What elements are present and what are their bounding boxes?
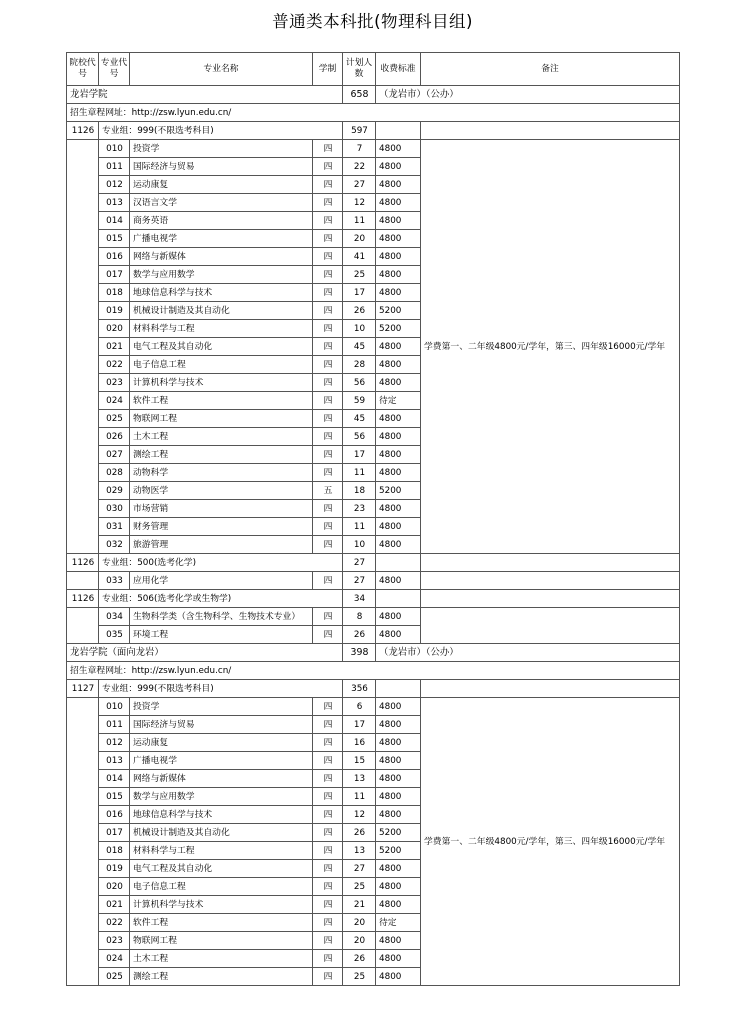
major-years: 四 (313, 464, 343, 482)
major-fee: 4800 (376, 968, 421, 986)
major-name: 生物科学类（含生物科学、生物技术专业） (130, 608, 313, 626)
major-code: 031 (99, 518, 130, 536)
major-code: 033 (99, 572, 130, 590)
major-fee: 4800 (376, 266, 421, 284)
empty-cell (376, 554, 421, 572)
major-code: 010 (99, 698, 130, 716)
major-fee: 4800 (376, 734, 421, 752)
major-fee: 4800 (376, 500, 421, 518)
major-code: 023 (99, 374, 130, 392)
major-years: 四 (313, 842, 343, 860)
major-fee: 4800 (376, 230, 421, 248)
major-code: 021 (99, 338, 130, 356)
major-plan: 22 (343, 158, 376, 176)
major-code: 021 (99, 896, 130, 914)
major-fee: 4800 (376, 248, 421, 266)
major-name: 应用化学 (130, 572, 313, 590)
school-code-spacer (67, 698, 99, 986)
table-body (67, 53, 680, 986)
major-plan: 25 (343, 968, 376, 986)
major-years: 四 (313, 698, 343, 716)
major-code: 022 (99, 914, 130, 932)
major-name: 动物医学 (130, 482, 313, 500)
school-location-type: （龙岩市）（公办） (376, 644, 680, 662)
empty-cell (376, 590, 421, 608)
school-website: 招生章程网址：http://zsw.lyun.edu.cn/ (67, 104, 680, 122)
school-code-spacer (67, 572, 99, 590)
major-plan: 59 (343, 392, 376, 410)
column-header: 计划人数 (343, 53, 376, 86)
major-years: 四 (313, 716, 343, 734)
major-years: 四 (313, 266, 343, 284)
major-plan: 26 (343, 824, 376, 842)
major-fee: 4800 (376, 950, 421, 968)
major-name: 电子信息工程 (130, 878, 313, 896)
major-plan: 27 (343, 572, 376, 590)
major-years: 四 (313, 158, 343, 176)
group-remark (421, 572, 680, 590)
major-fee: 4800 (376, 806, 421, 824)
major-fee: 4800 (376, 752, 421, 770)
major-code: 016 (99, 806, 130, 824)
major-code: 035 (99, 626, 130, 644)
major-plan: 25 (343, 266, 376, 284)
major-plan: 16 (343, 734, 376, 752)
major-fee: 4800 (376, 338, 421, 356)
major-code: 016 (99, 248, 130, 266)
major-plan: 20 (343, 914, 376, 932)
column-header: 院校代号 (67, 53, 99, 86)
major-plan: 28 (343, 356, 376, 374)
major-fee: 4800 (376, 572, 421, 590)
school-code-spacer (67, 608, 99, 644)
major-code: 015 (99, 788, 130, 806)
major-years: 四 (313, 572, 343, 590)
major-name: 机械设计制造及其自动化 (130, 302, 313, 320)
major-name: 材料科学与工程 (130, 320, 313, 338)
major-name: 地球信息科学与技术 (130, 806, 313, 824)
column-header: 专业代号 (99, 53, 130, 86)
major-code: 032 (99, 536, 130, 554)
major-group-label: 专业组：500(选考化学) (99, 554, 343, 572)
major-years: 四 (313, 608, 343, 626)
major-code: 011 (99, 158, 130, 176)
major-plan: 41 (343, 248, 376, 266)
major-code: 017 (99, 266, 130, 284)
major-name: 网络与新媒体 (130, 770, 313, 788)
major-name: 国际经济与贸易 (130, 716, 313, 734)
major-code: 011 (99, 716, 130, 734)
major-fee: 4800 (376, 140, 421, 158)
major-group-label: 专业组：999(不限选考科目) (99, 680, 343, 698)
major-plan: 26 (343, 626, 376, 644)
major-plan: 6 (343, 698, 376, 716)
major-plan: 20 (343, 230, 376, 248)
school-name: 龙岩学院 (67, 86, 343, 104)
major-name: 土木工程 (130, 428, 313, 446)
major-years: 四 (313, 878, 343, 896)
major-plan: 18 (343, 482, 376, 500)
table-header-row (67, 53, 680, 86)
major-fee: 4800 (376, 284, 421, 302)
major-fee: 4800 (376, 770, 421, 788)
major-plan: 15 (343, 752, 376, 770)
major-plan: 11 (343, 212, 376, 230)
major-name: 旅游管理 (130, 536, 313, 554)
major-code: 018 (99, 284, 130, 302)
major-plan: 17 (343, 284, 376, 302)
major-years: 四 (313, 302, 343, 320)
major-fee: 待定 (376, 392, 421, 410)
major-plan: 17 (343, 716, 376, 734)
column-header: 备注 (421, 53, 680, 86)
major-years: 四 (313, 914, 343, 932)
major-name: 数学与应用数学 (130, 266, 313, 284)
major-code: 012 (99, 176, 130, 194)
major-years: 四 (313, 950, 343, 968)
major-fee: 5200 (376, 824, 421, 842)
major-years: 四 (313, 356, 343, 374)
major-years: 四 (313, 824, 343, 842)
major-code: 024 (99, 392, 130, 410)
major-name: 电子信息工程 (130, 356, 313, 374)
major-plan: 27 (343, 176, 376, 194)
major-years: 四 (313, 338, 343, 356)
major-code: 024 (99, 950, 130, 968)
major-fee: 4800 (376, 536, 421, 554)
major-group-plan: 27 (343, 554, 376, 572)
major-plan: 20 (343, 932, 376, 950)
school-code: 1127 (67, 680, 99, 698)
major-fee: 4800 (376, 608, 421, 626)
major-years: 四 (313, 140, 343, 158)
school-website-row (67, 104, 680, 122)
major-group-row (67, 122, 680, 140)
empty-cell (376, 680, 421, 698)
major-name: 数学与应用数学 (130, 788, 313, 806)
major-group-row (67, 554, 680, 572)
major-name: 广播电视学 (130, 230, 313, 248)
table-row (67, 572, 680, 590)
major-plan: 45 (343, 410, 376, 428)
major-fee: 4800 (376, 860, 421, 878)
major-years: 四 (313, 176, 343, 194)
major-fee: 4800 (376, 788, 421, 806)
major-code: 015 (99, 230, 130, 248)
major-name: 机械设计制造及其自动化 (130, 824, 313, 842)
major-plan: 17 (343, 446, 376, 464)
major-name: 计算机科学与技术 (130, 896, 313, 914)
major-name: 投资学 (130, 698, 313, 716)
major-plan: 12 (343, 806, 376, 824)
major-fee: 4800 (376, 428, 421, 446)
school-row (67, 644, 680, 662)
empty-cell (421, 554, 680, 572)
major-plan: 13 (343, 842, 376, 860)
major-group-label: 专业组：999(不限选考科目) (99, 122, 343, 140)
major-name: 环境工程 (130, 626, 313, 644)
major-years: 四 (313, 428, 343, 446)
major-years: 四 (313, 536, 343, 554)
major-fee: 4800 (376, 176, 421, 194)
major-years: 四 (313, 320, 343, 338)
major-code: 025 (99, 410, 130, 428)
major-plan: 12 (343, 194, 376, 212)
major-plan: 56 (343, 428, 376, 446)
major-fee: 5200 (376, 842, 421, 860)
major-code: 020 (99, 878, 130, 896)
empty-cell (421, 590, 680, 608)
major-years: 四 (313, 392, 343, 410)
column-header: 专业名称 (130, 53, 313, 86)
major-name: 投资学 (130, 140, 313, 158)
school-code-spacer (67, 140, 99, 554)
major-name: 电气工程及其自动化 (130, 338, 313, 356)
major-fee: 4800 (376, 464, 421, 482)
major-years: 四 (313, 896, 343, 914)
major-name: 土木工程 (130, 950, 313, 968)
major-fee: 4800 (376, 626, 421, 644)
major-years: 四 (313, 752, 343, 770)
major-code: 020 (99, 320, 130, 338)
major-name: 物联网工程 (130, 932, 313, 950)
major-years: 四 (313, 770, 343, 788)
major-name: 计算机科学与技术 (130, 374, 313, 392)
major-code: 017 (99, 824, 130, 842)
major-plan: 27 (343, 860, 376, 878)
major-code: 030 (99, 500, 130, 518)
major-plan: 56 (343, 374, 376, 392)
major-fee: 4800 (376, 698, 421, 716)
major-code: 027 (99, 446, 130, 464)
table-row (67, 140, 680, 158)
major-fee: 4800 (376, 716, 421, 734)
major-fee: 4800 (376, 446, 421, 464)
major-fee: 4800 (376, 158, 421, 176)
major-name: 动物科学 (130, 464, 313, 482)
school-website-row (67, 662, 680, 680)
major-years: 四 (313, 410, 343, 428)
major-years: 四 (313, 446, 343, 464)
major-years: 四 (313, 500, 343, 518)
major-years: 四 (313, 626, 343, 644)
major-plan: 7 (343, 140, 376, 158)
major-name: 广播电视学 (130, 752, 313, 770)
school-location-type: （龙岩市）（公办） (376, 86, 680, 104)
major-name: 电气工程及其自动化 (130, 860, 313, 878)
major-name: 软件工程 (130, 392, 313, 410)
major-name: 测绘工程 (130, 968, 313, 986)
major-years: 四 (313, 932, 343, 950)
major-fee: 4800 (376, 356, 421, 374)
major-name: 运动康复 (130, 734, 313, 752)
major-years: 四 (313, 806, 343, 824)
major-years: 四 (313, 248, 343, 266)
group-remark (421, 608, 680, 644)
major-plan: 8 (343, 608, 376, 626)
major-name: 运动康复 (130, 176, 313, 194)
major-group-plan: 34 (343, 590, 376, 608)
school-code: 1126 (67, 590, 99, 608)
group-remark: 学费第一、二年级4800元/学年，第三、四年级16000元/学年 (421, 698, 680, 986)
major-years: 四 (313, 194, 343, 212)
major-years: 四 (313, 788, 343, 806)
major-years: 四 (313, 212, 343, 230)
major-name: 商务英语 (130, 212, 313, 230)
school-code: 1126 (67, 554, 99, 572)
major-name: 财务管理 (130, 518, 313, 536)
major-fee: 4800 (376, 194, 421, 212)
school-website: 招生章程网址：http://zsw.lyun.edu.cn/ (67, 662, 680, 680)
major-name: 地球信息科学与技术 (130, 284, 313, 302)
major-fee: 4800 (376, 932, 421, 950)
major-plan: 11 (343, 788, 376, 806)
major-code: 023 (99, 932, 130, 950)
major-code: 010 (99, 140, 130, 158)
major-code: 028 (99, 464, 130, 482)
major-fee: 4800 (376, 896, 421, 914)
major-code: 034 (99, 608, 130, 626)
column-header: 学制 (313, 53, 343, 86)
table-row (67, 698, 680, 716)
major-group-label: 专业组：506(选考化学或生物学) (99, 590, 343, 608)
group-remark: 学费第一、二年级4800元/学年，第三、四年级16000元/学年 (421, 140, 680, 554)
major-plan: 23 (343, 500, 376, 518)
major-plan: 26 (343, 302, 376, 320)
empty-cell (376, 122, 421, 140)
major-code: 013 (99, 194, 130, 212)
major-code: 013 (99, 752, 130, 770)
admission-plan-table (66, 52, 680, 986)
major-code: 019 (99, 302, 130, 320)
major-years: 四 (313, 968, 343, 986)
school-total-plan: 398 (343, 644, 376, 662)
major-plan: 10 (343, 320, 376, 338)
major-plan: 11 (343, 518, 376, 536)
major-fee: 5200 (376, 482, 421, 500)
column-header: 收费标准 (376, 53, 421, 86)
major-years: 四 (313, 734, 343, 752)
major-name: 市场营销 (130, 500, 313, 518)
major-years: 四 (313, 374, 343, 392)
major-plan: 25 (343, 878, 376, 896)
major-name: 国际经济与贸易 (130, 158, 313, 176)
major-group-plan: 597 (343, 122, 376, 140)
major-code: 022 (99, 356, 130, 374)
major-code: 014 (99, 770, 130, 788)
major-group-row (67, 680, 680, 698)
major-plan: 11 (343, 464, 376, 482)
school-code: 1126 (67, 122, 99, 140)
major-plan: 13 (343, 770, 376, 788)
school-row (67, 86, 680, 104)
major-plan: 21 (343, 896, 376, 914)
major-plan: 45 (343, 338, 376, 356)
major-code: 026 (99, 428, 130, 446)
major-plan: 10 (343, 536, 376, 554)
school-total-plan: 658 (343, 86, 376, 104)
major-years: 四 (313, 860, 343, 878)
major-code: 029 (99, 482, 130, 500)
major-years: 五 (313, 482, 343, 500)
major-fee: 4800 (376, 878, 421, 896)
major-years: 四 (313, 284, 343, 302)
major-fee: 待定 (376, 914, 421, 932)
empty-cell (421, 680, 680, 698)
major-group-plan: 356 (343, 680, 376, 698)
major-name: 软件工程 (130, 914, 313, 932)
major-code: 014 (99, 212, 130, 230)
school-name: 龙岩学院（面向龙岩） (67, 644, 343, 662)
major-fee: 4800 (376, 212, 421, 230)
major-fee: 4800 (376, 410, 421, 428)
major-code: 012 (99, 734, 130, 752)
major-fee: 4800 (376, 518, 421, 536)
major-plan: 26 (343, 950, 376, 968)
empty-cell (421, 122, 680, 140)
major-code: 025 (99, 968, 130, 986)
major-name: 网络与新媒体 (130, 248, 313, 266)
major-fee: 4800 (376, 374, 421, 392)
major-name: 物联网工程 (130, 410, 313, 428)
table-row (67, 608, 680, 626)
major-name: 汉语言文学 (130, 194, 313, 212)
major-years: 四 (313, 230, 343, 248)
page-title: 普通类本科批(物理科目组) (272, 12, 473, 31)
major-group-row (67, 590, 680, 608)
major-code: 019 (99, 860, 130, 878)
major-code: 018 (99, 842, 130, 860)
major-name: 测绘工程 (130, 446, 313, 464)
major-years: 四 (313, 518, 343, 536)
major-name: 材料科学与工程 (130, 842, 313, 860)
major-fee: 5200 (376, 302, 421, 320)
major-fee: 5200 (376, 320, 421, 338)
